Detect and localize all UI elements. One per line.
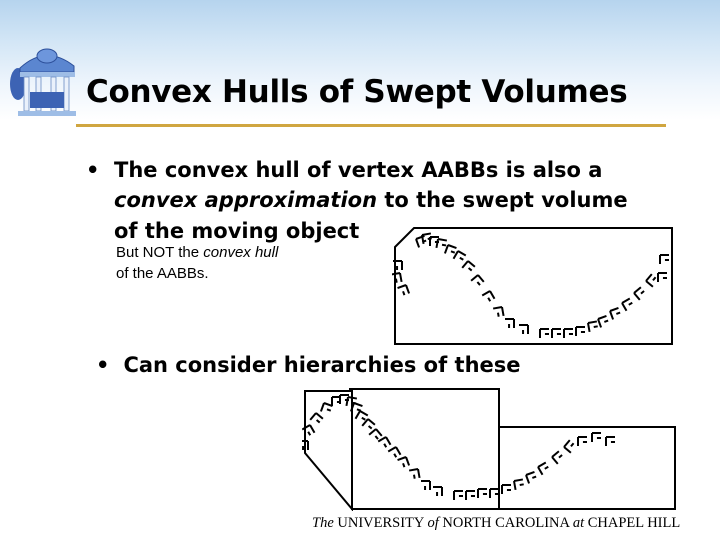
aabb-mark	[321, 403, 333, 415]
aabb-mark	[362, 419, 375, 432]
bullet1-line3: of the moving object	[114, 219, 360, 243]
bullet-marker: •	[96, 353, 110, 377]
hull-middle	[352, 389, 499, 509]
aabb-mark	[578, 437, 587, 446]
bullet-marker: •	[86, 158, 100, 182]
aabb-mark	[466, 491, 475, 500]
footer-nc: NORTH CAROLINA	[438, 515, 573, 531]
aabb-mark	[660, 255, 669, 264]
aabb-mark	[392, 273, 402, 283]
footer-chapel-hill: CHAPEL HILL	[584, 515, 681, 531]
subnote	[116, 242, 278, 284]
subnote-line1	[116, 242, 278, 263]
footer-at: at	[572, 515, 585, 531]
old-well-logo-icon	[6, 40, 82, 122]
aabb-mark	[564, 329, 573, 338]
aabb-mark	[454, 491, 463, 500]
aabb-mark	[622, 299, 634, 311]
hull-left	[305, 389, 352, 509]
aabb-mark	[502, 485, 511, 494]
aabb-mark	[576, 327, 585, 336]
university-footer	[312, 515, 680, 532]
bullet-hierarchies	[96, 353, 521, 377]
footer-university: UNIVERSITY	[333, 515, 428, 531]
aabb-mark	[540, 329, 549, 338]
aabb-mark	[610, 308, 622, 320]
bullet1-line2-rest: to the swept volume	[377, 188, 628, 212]
aabb-mark	[471, 275, 484, 288]
aabb-mark	[658, 273, 667, 282]
vertex-aabb-boxes	[302, 395, 615, 500]
slide-title: Convex Hulls of Swept Volumes	[86, 74, 628, 110]
bullet2-text: Can consider hierarchies of these	[123, 353, 521, 377]
aabb-mark	[388, 447, 400, 459]
aabb-mark	[552, 329, 561, 338]
aabb-mark	[398, 457, 410, 469]
aabb-mark	[538, 463, 550, 475]
hierarchy-figure	[302, 385, 676, 511]
aabb-mark	[588, 321, 598, 331]
aabb-mark	[433, 487, 442, 496]
subnote-line2: of the AABBs.	[116, 265, 209, 282]
aabb-mark	[436, 239, 446, 249]
footer-the: The	[312, 515, 334, 531]
aabb-mark	[519, 325, 528, 334]
aabb-mark	[310, 413, 323, 426]
aabb-mark	[409, 469, 419, 479]
subnote-emphasis: convex hull	[203, 244, 279, 261]
subnote-pre: But NOT the	[116, 244, 204, 261]
aabb-mark	[526, 472, 538, 484]
aabb-mark	[378, 437, 390, 449]
title-underline	[76, 124, 666, 127]
aabb-mark	[634, 287, 647, 300]
aabb-mark	[478, 489, 487, 498]
footer-of: of	[427, 515, 439, 531]
aabb-mark	[421, 481, 430, 490]
aabb-mark	[398, 285, 410, 297]
bullet1-line2	[114, 185, 628, 215]
bullet1-emphasis: convex approximation	[114, 188, 378, 212]
aabb-mark	[514, 479, 524, 489]
vertex-aabb-boxes	[392, 233, 669, 338]
aabb-mark	[454, 251, 466, 263]
aabb-mark	[606, 437, 615, 446]
aabb-mark	[462, 261, 475, 274]
aabb-mark	[490, 489, 499, 498]
aabb-mark	[646, 274, 659, 287]
hull-right	[499, 427, 675, 509]
aabb-mark	[552, 451, 565, 464]
aabb-mark	[493, 307, 503, 317]
swept-volume-figure	[392, 225, 674, 347]
bullet1-line1: The convex hull of vertex AABBs is also a	[114, 158, 603, 182]
aabb-mark	[505, 319, 514, 328]
aabb-mark	[592, 433, 601, 442]
aabb-mark	[564, 440, 577, 453]
aabb-mark	[482, 291, 494, 303]
aabb-mark	[598, 316, 610, 328]
